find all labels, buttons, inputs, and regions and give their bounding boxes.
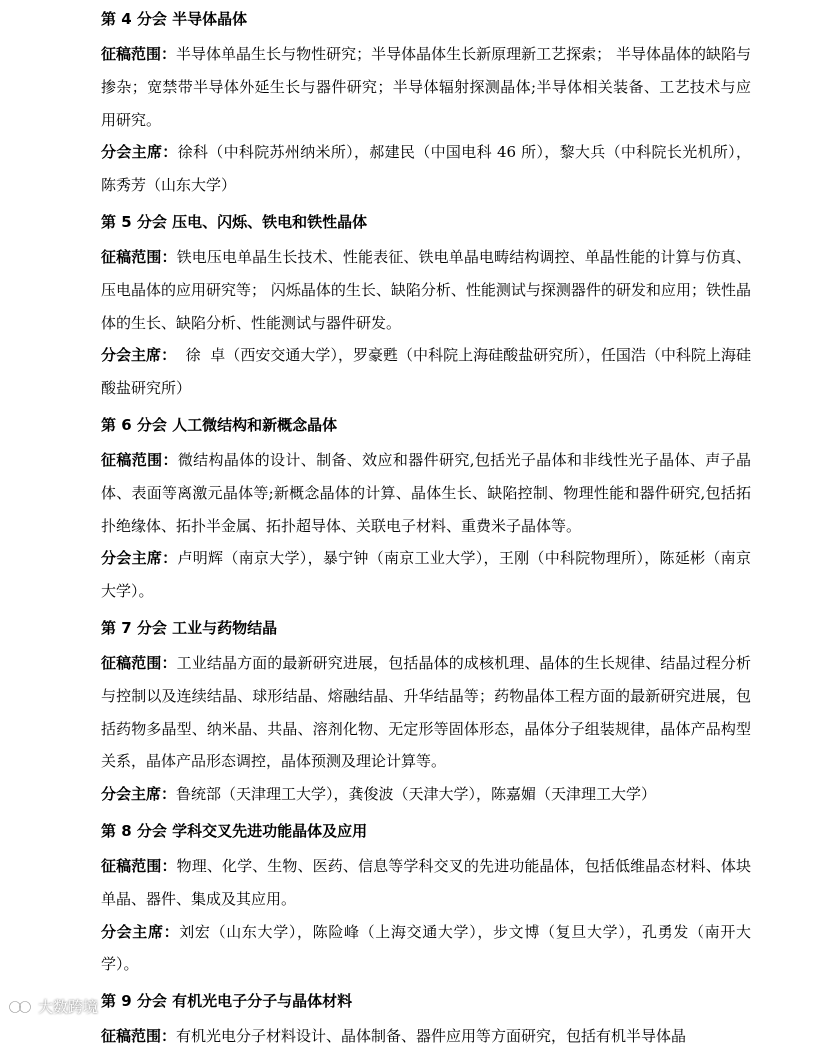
scope-paragraph (101, 241, 751, 339)
chairs-text: 徐 卓（西安交通大学），罗豪甦（中科院上海硅酸盐研究所），任国浩（中科院上海硅酸盐研究所） (101, 346, 751, 398)
scope-paragraph (101, 647, 751, 778)
chairs-label: 分会主席： (101, 785, 177, 804)
scope-label: 征稿范围： (101, 856, 177, 875)
chairs-paragraph (101, 542, 751, 608)
chairs-text: 刘宏（山东大学），陈险峰（上海交通大学），步文博（复旦大学），孔勇发（南开大学）。 (101, 922, 751, 974)
session-9 (101, 991, 751, 1053)
scope-paragraph (101, 444, 751, 542)
watermark-text: 大数跨境 (38, 998, 99, 1016)
document (101, 0, 751, 1053)
session-5 (101, 212, 751, 405)
chairs-label: 分会主席： (101, 346, 177, 365)
chairs-text: 鲁统部（天津理工大学），龚俊波（天津大学），陈嘉媚（天津理工大学） (176, 785, 657, 804)
scope-label: 征稿范围： (101, 1027, 177, 1046)
scope-label: 征稿范围： (101, 247, 177, 266)
watermark (8, 996, 98, 1017)
session-4 (101, 9, 751, 202)
scope-paragraph (101, 38, 751, 136)
scope-label: 征稿范围： (101, 45, 177, 63)
section-heading: 第 7 分会 工业与药物结晶 (101, 618, 278, 637)
chairs-paragraph (101, 136, 751, 202)
scope-paragraph (101, 1020, 751, 1053)
chairs-label: 分会主席： (101, 143, 178, 162)
session-8 (101, 821, 751, 981)
chairs-label: 分会主席： (101, 549, 178, 568)
scope-text: 物理、化学、生物、医药、信息等学科交叉的先进功能晶体，包括低维晶态材料、体块单晶、器件、集成及其应用。 (101, 856, 751, 908)
section-heading: 第 6 分会 人工微结构和新概念晶体 (101, 415, 338, 434)
scope-text: 微结构晶体的设计、制备、效应和器件研究,包括光子晶体和非线性光子晶体、声子晶体、表面等离激元晶体等;新概念晶体的计算、晶体生长、缺陷控制、物理性能和器件研究,包括拓扑绝缘体、拓扑半金属、拓扑超导体、关联电子材料、重费米子晶体等。 (101, 450, 751, 535)
chairs-paragraph (101, 339, 751, 405)
scope-text: 铁电压电单晶生长技术、性能表征、铁电单晶电畴结构调控、单晶性能的计算与仿真、压电晶体的应用研究等； 闪烁晶体的生长、缺陷分析、性能测试与探测器件的研发和应用；铁性晶体的生长、缺陷分析、性能测试与器件研发。 (101, 247, 751, 332)
section-heading: 第 5 分会 压电、闪烁、铁电和铁性晶体 (101, 212, 368, 231)
scope-label: 征稿范围： (101, 450, 178, 469)
scope-text: 半导体单晶生长与物性研究；半导体晶体生长新原理新工艺探索； 半导体晶体的缺陷与掺杂；宽禁带半导体外延生长与器件研究；半导体辐射探测晶体;半导体相关装备、工艺技术与应用研究。 (101, 45, 751, 129)
section-heading: 第 4 分会 半导体晶体 (101, 10, 248, 28)
scope-text: 工业结晶方面的最新研究进展，包括晶体的成核机理、晶体的生长规律、结晶过程分析与控制以及连续结晶、球形结晶、熔融结晶、升华结晶等；药物晶体工程方面的最新研究进展，包括药物多晶型、纳米晶、共晶、溶剂化物、无定形等固体形态，晶体分子组装规律，晶体产品构型关系，晶体产品形态调控，晶体预测及理论计算等。 (101, 653, 751, 771)
chairs-paragraph (101, 916, 751, 982)
chairs-paragraph (101, 778, 751, 811)
chairs-text: 徐科（中科院苏州纳米所），郝建民（中国电科 46 所），黎大兵（中科院长光机所），陈秀芳（山东大学） (101, 143, 751, 195)
section-heading: 第 8 分会 学科交叉先进功能晶体及应用 (101, 821, 368, 840)
section-heading: 第 9 分会 有机光电子分子与晶体材料 (101, 992, 353, 1011)
session-6 (101, 415, 751, 608)
scope-paragraph (101, 850, 751, 916)
session-7 (101, 618, 751, 811)
chairs-label: 分会主席： (101, 922, 180, 941)
scope-label: 征稿范围： (101, 653, 177, 672)
logo-icon (8, 999, 34, 1015)
chairs-text: 卢明辉（南京大学），暴宁钟（南京工业大学），王刚（中科院物理所），陈延彬（南京大学）。 (101, 549, 751, 601)
scope-text: 有机光电分子材料设计、晶体制备、器件应用等方面研究，包括有机半导体晶 (176, 1027, 687, 1046)
